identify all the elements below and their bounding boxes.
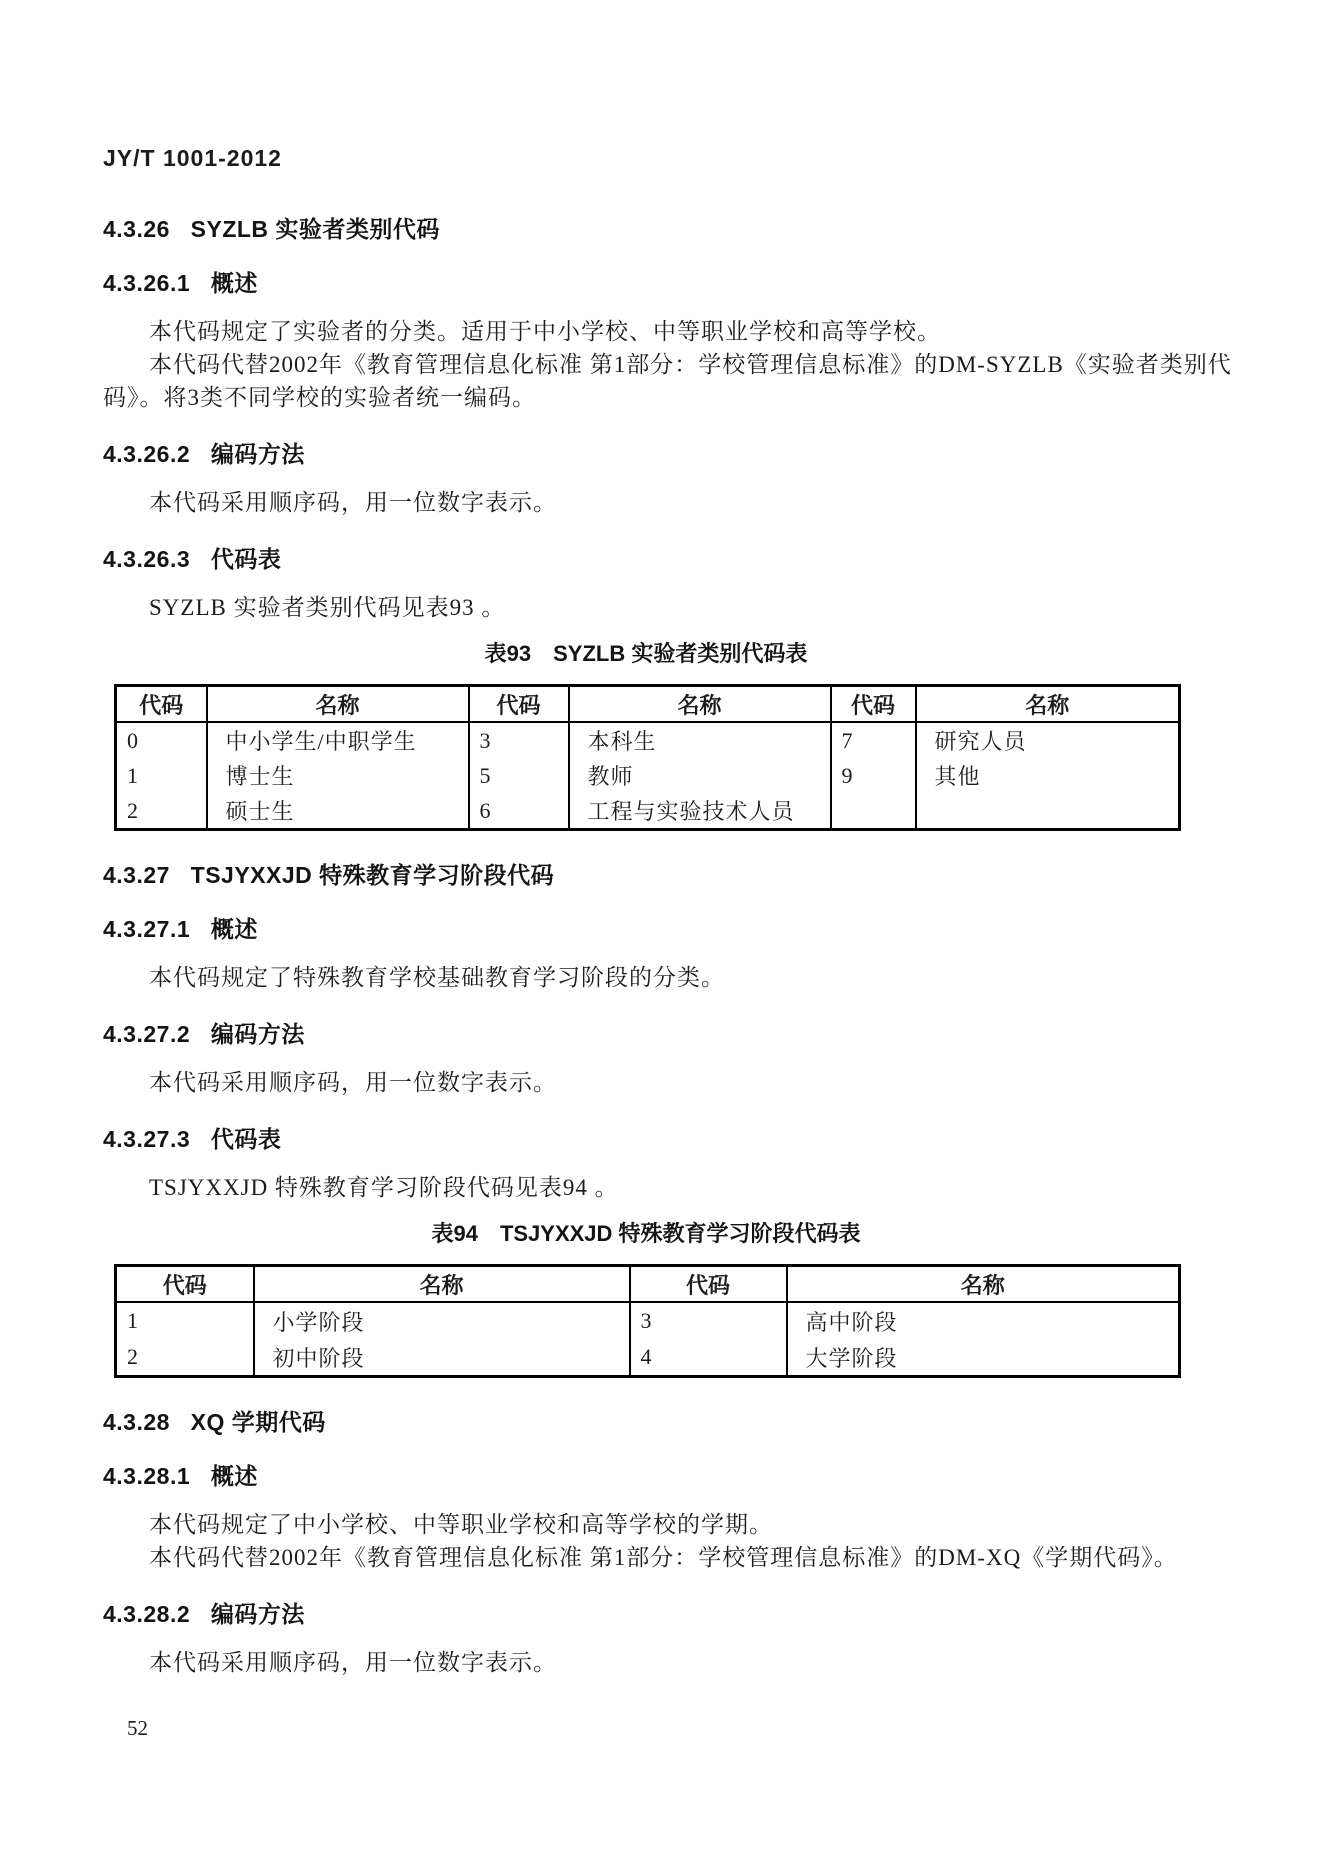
cell-name: 硕士生 <box>207 793 469 830</box>
paragraph: 本代码规定了实验者的分类。适用于中小学校、中等职业学校和高等学校。 <box>149 319 941 344</box>
section-title: 编码方法 <box>210 441 305 467</box>
section-title: 编码方法 <box>210 1601 305 1627</box>
cell-name: 工程与实验技术人员 <box>569 793 831 830</box>
paragraph: 本代码规定了特殊教育学校基础教育学习阶段的分类。 <box>149 965 725 990</box>
section-body <box>103 961 1278 994</box>
paragraph: 本代码代替2002年《教育管理信息化标准 第1部分：学校管理信息标准》的DM-SYZLB《实验者类别代码》。将3类不同学校的实验者统一编码。 <box>103 352 1232 410</box>
section-body <box>103 1508 1278 1574</box>
section-body <box>103 486 1278 519</box>
cell-name: 大学阶段 <box>787 1339 1180 1377</box>
section-heading-4-3-26-2 <box>103 440 1278 468</box>
section-heading-4-3-27-3 <box>103 1125 1278 1153</box>
section-title: 代码表 <box>210 1126 282 1152</box>
table-title: TSJYXXJD 特殊教育学习阶段代码表 <box>499 1221 861 1246</box>
paragraph: TSJYXXJD 特殊教育学习阶段代码见表94 。 <box>149 1175 619 1200</box>
section-number: 4.3.28 <box>103 1409 170 1435</box>
cell-code <box>831 793 916 830</box>
table-row <box>116 1302 1180 1339</box>
section-number: 4.3.26.1 <box>103 270 191 296</box>
section-number: 4.3.27.1 <box>103 916 191 942</box>
paragraph: 本代码采用顺序码，用一位数字表示。 <box>149 490 557 515</box>
section-title: 概述 <box>210 270 258 296</box>
table93-caption <box>114 640 1178 668</box>
cell-code: 3 <box>469 722 569 758</box>
table-row <box>116 1339 1180 1377</box>
table-row <box>116 793 1180 830</box>
table-row <box>116 722 1180 758</box>
section-number: 4.3.26 <box>103 216 170 242</box>
cell-code: 0 <box>116 722 207 758</box>
cell-code: 2 <box>116 793 207 830</box>
cell-name: 博士生 <box>207 758 469 793</box>
column-header-name: 名称 <box>787 1266 1180 1303</box>
table-label: 表94 <box>431 1221 478 1246</box>
column-header-code: 代码 <box>831 686 916 723</box>
paragraph: 本代码采用顺序码，用一位数字表示。 <box>149 1070 557 1095</box>
section-body <box>103 315 1278 414</box>
section-heading-4-3-28-1 <box>103 1462 1278 1490</box>
section-heading-4-3-28-2 <box>103 1600 1278 1628</box>
code-table-93 <box>114 684 1181 831</box>
table-title: SYZLB 实验者类别代码表 <box>553 641 808 666</box>
section-title: XQ 学期代码 <box>190 1409 326 1435</box>
section-number: 4.3.26.3 <box>103 546 191 572</box>
cell-code: 4 <box>630 1339 787 1377</box>
section-number: 4.3.26.2 <box>103 441 191 467</box>
section-heading-4-3-26-3 <box>103 545 1278 573</box>
cell-name: 高中阶段 <box>787 1302 1180 1339</box>
table-row <box>116 758 1180 793</box>
paragraph: SYZLB 实验者类别代码见表93 。 <box>149 595 506 620</box>
section-heading-4-3-27 <box>103 861 1278 889</box>
column-header-name: 名称 <box>254 1266 630 1303</box>
page-number: 52 <box>127 1716 148 1740</box>
column-header-code: 代码 <box>469 686 569 723</box>
cell-code: 1 <box>116 1302 254 1339</box>
table-label: 表93 <box>484 641 532 666</box>
paragraph: 本代码代替2002年《教育管理信息化标准 第1部分：学校管理信息标准》的DM-XQ《学期代码》。 <box>149 1545 1178 1570</box>
cell-code: 5 <box>469 758 569 793</box>
doc-code: JY/T 1001-2012 <box>103 145 282 171</box>
cell-code: 7 <box>831 722 916 758</box>
cell-name: 教师 <box>569 758 831 793</box>
cell-code: 9 <box>831 758 916 793</box>
column-header-name: 名称 <box>207 686 469 723</box>
column-header-name: 名称 <box>569 686 831 723</box>
section-heading-4-3-28 <box>103 1408 1278 1436</box>
section-title: 代码表 <box>210 546 282 572</box>
cell-name: 本科生 <box>569 722 831 758</box>
section-title: 概述 <box>210 916 258 942</box>
section-heading-4-3-26-1 <box>103 269 1278 297</box>
section-title: SYZLB 实验者类别代码 <box>190 216 440 242</box>
section-heading-4-3-27-1 <box>103 915 1278 943</box>
section-body <box>103 1646 1278 1679</box>
section-number: 4.3.27 <box>103 862 170 888</box>
table-header-row <box>116 686 1180 723</box>
section-body <box>103 591 1278 624</box>
cell-name: 小学阶段 <box>254 1302 630 1339</box>
cell-code: 1 <box>116 758 207 793</box>
section-number: 4.3.28.1 <box>103 1463 191 1489</box>
section-number: 4.3.28.2 <box>103 1601 191 1627</box>
section-title: 概述 <box>210 1463 258 1489</box>
cell-code: 3 <box>630 1302 787 1339</box>
paragraph: 本代码规定了中小学校、中等职业学校和高等学校的学期。 <box>149 1512 773 1537</box>
cell-name: 其他 <box>916 758 1180 793</box>
code-table-94 <box>114 1264 1181 1378</box>
section-heading-4-3-26 <box>103 215 1278 243</box>
section-body <box>103 1171 1278 1204</box>
section-title: TSJYXXJD 特殊教育学习阶段代码 <box>190 862 555 888</box>
column-header-name: 名称 <box>916 686 1180 723</box>
column-header-code: 代码 <box>630 1266 787 1303</box>
section-number: 4.3.27.2 <box>103 1021 191 1047</box>
table94-caption <box>114 1220 1178 1248</box>
cell-name: 初中阶段 <box>254 1339 630 1377</box>
cell-name: 研究人员 <box>916 722 1180 758</box>
cell-name <box>916 793 1180 830</box>
column-header-code: 代码 <box>116 1266 254 1303</box>
paragraph: 本代码采用顺序码，用一位数字表示。 <box>149 1650 557 1675</box>
section-body <box>103 1066 1278 1099</box>
cell-code: 2 <box>116 1339 254 1377</box>
table-header-row <box>116 1266 1180 1303</box>
column-header-code: 代码 <box>116 686 207 723</box>
section-heading-4-3-27-2 <box>103 1020 1278 1048</box>
section-number: 4.3.27.3 <box>103 1126 191 1152</box>
cell-code: 6 <box>469 793 569 830</box>
cell-name: 中小学生/中职学生 <box>207 722 469 758</box>
section-title: 编码方法 <box>210 1021 305 1047</box>
